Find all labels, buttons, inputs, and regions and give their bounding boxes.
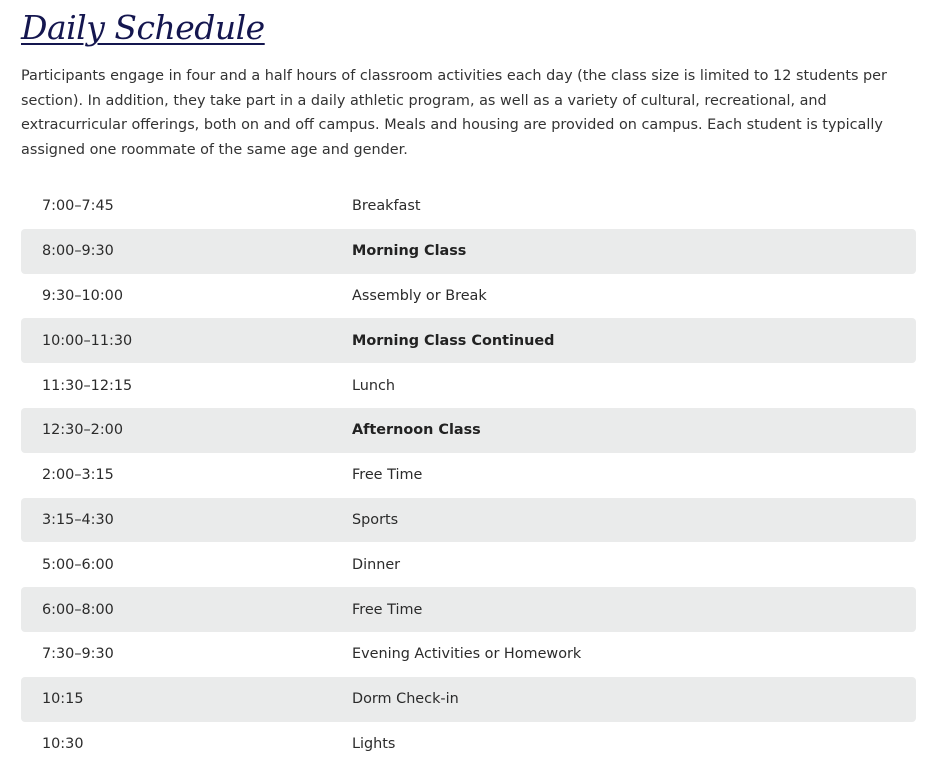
schedule-activity: Dinner bbox=[352, 556, 401, 573]
schedule-row bbox=[21, 722, 916, 767]
schedule-row bbox=[21, 318, 916, 363]
schedule-time: 2:00–3:15 bbox=[42, 467, 114, 484]
schedule-activity: Sports bbox=[352, 511, 399, 528]
schedule-time: 7:00–7:45 bbox=[42, 198, 114, 215]
schedule-time: 10:15 bbox=[42, 691, 84, 708]
schedule-row bbox=[21, 587, 916, 632]
page-title: Daily Schedule bbox=[21, 8, 265, 47]
schedule-time: 12:30–2:00 bbox=[42, 422, 123, 439]
schedule-time: 6:00–8:00 bbox=[42, 601, 114, 618]
schedule-activity: Free Time bbox=[352, 601, 423, 618]
schedule-time: 8:00–9:30 bbox=[42, 243, 114, 260]
schedule-table bbox=[21, 184, 916, 766]
schedule-activity: Free Time bbox=[352, 467, 423, 484]
schedule-time: 3:15–4:30 bbox=[42, 511, 114, 528]
schedule-time: 10:00–11:30 bbox=[42, 332, 133, 349]
schedule-activity: Assembly or Break bbox=[352, 287, 487, 304]
schedule-row bbox=[21, 363, 916, 408]
intro-paragraph: Participants engage in four and a half hours of classroom activities each day (the class size is limited to 12 students per section). In addition, they take part in a daily athletic program, as well as a variety of cultural, recreational, and extracurricular offerings, both on and off campus. Meals and housing are provided on campus. Each student is typically assigned one roommate of the same age and gender. bbox=[21, 68, 887, 158]
schedule-row bbox=[21, 498, 916, 543]
schedule-row bbox=[21, 453, 916, 498]
schedule-row bbox=[21, 632, 916, 677]
schedule-activity: Morning Class Continued bbox=[352, 332, 555, 349]
schedule-activity: Breakfast bbox=[352, 198, 421, 215]
schedule-activity: Morning Class bbox=[352, 243, 467, 260]
schedule-time: 11:30–12:15 bbox=[42, 377, 133, 394]
schedule-row bbox=[21, 408, 916, 453]
schedule-activity: Dorm Check-in bbox=[352, 691, 459, 708]
schedule-row bbox=[21, 229, 916, 274]
schedule-row bbox=[21, 677, 916, 722]
schedule-activity: Afternoon Class bbox=[352, 422, 481, 439]
schedule-activity: Lunch bbox=[352, 377, 396, 394]
schedule-row bbox=[21, 184, 916, 229]
schedule-activity: Lights bbox=[352, 735, 396, 752]
schedule-row bbox=[21, 274, 916, 319]
schedule-row bbox=[21, 542, 916, 587]
schedule-time: 9:30–10:00 bbox=[42, 287, 123, 304]
schedule-time: 10:30 bbox=[42, 735, 84, 752]
schedule-time: 5:00–6:00 bbox=[42, 556, 114, 573]
schedule-time: 7:30–9:30 bbox=[42, 646, 114, 663]
schedule-activity: Evening Activities or Homework bbox=[352, 646, 582, 663]
